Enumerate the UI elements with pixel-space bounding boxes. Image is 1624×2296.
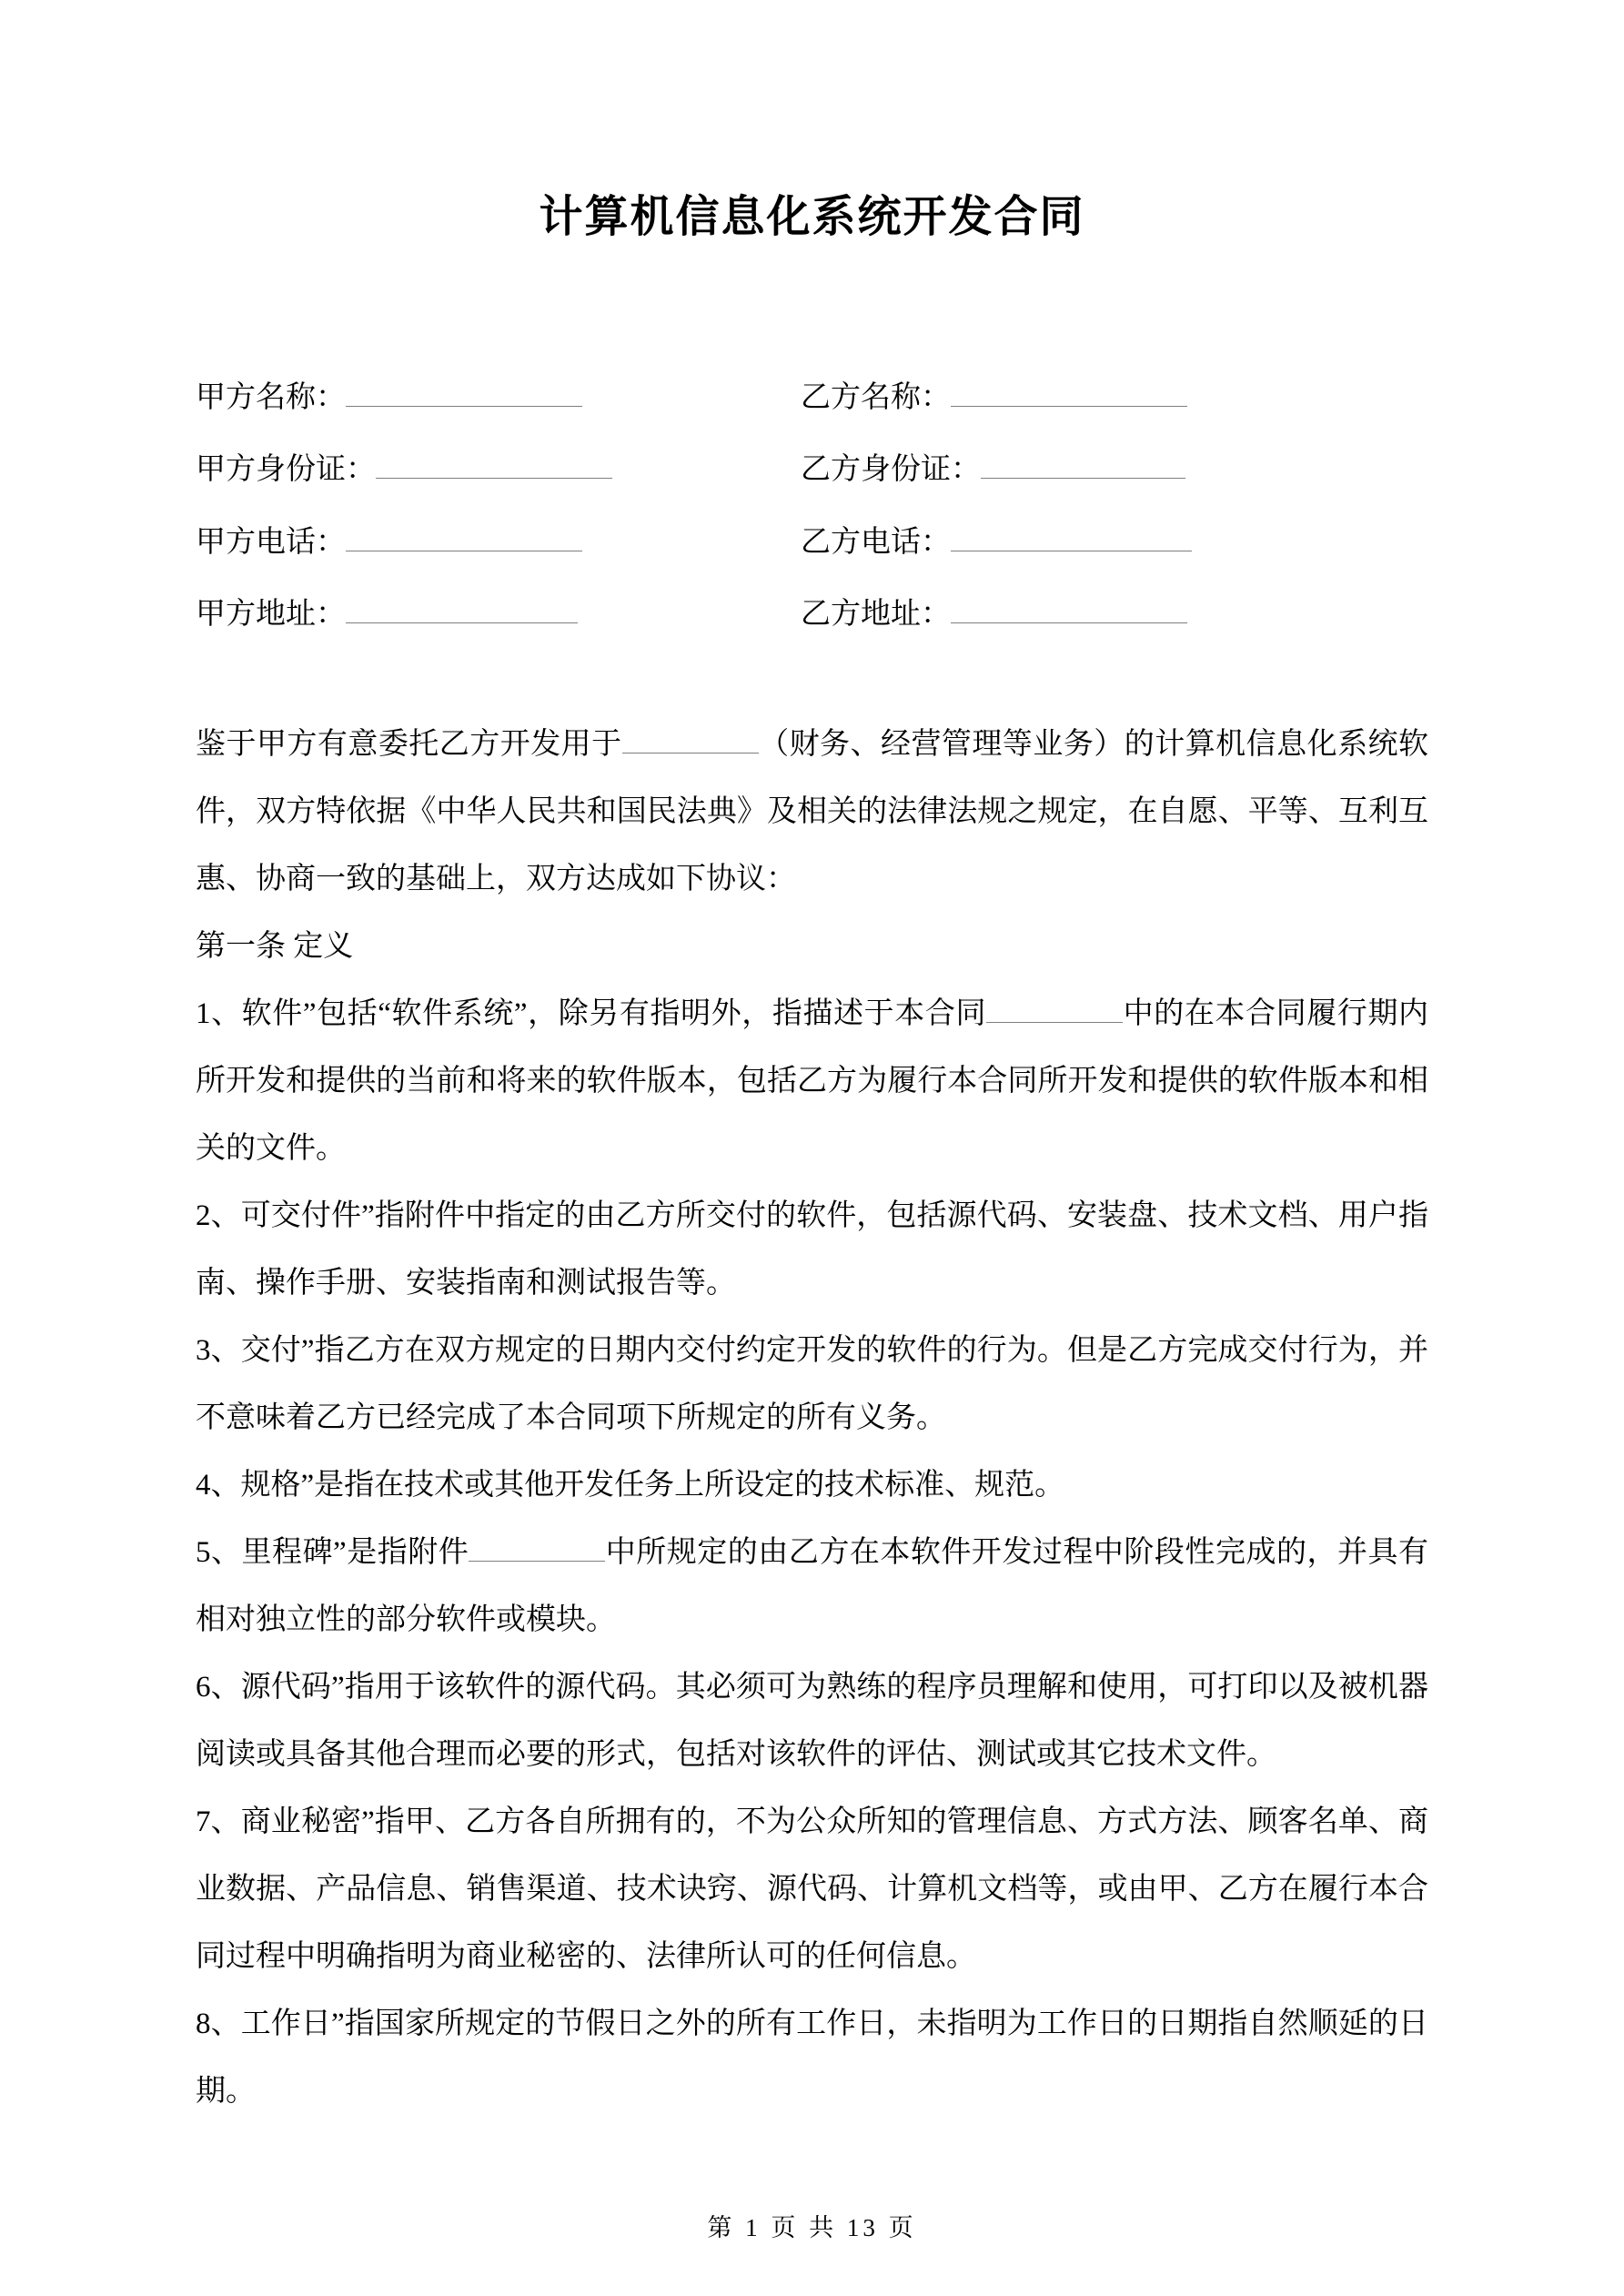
paragraph <box>196 1654 1428 1788</box>
paragraph-text: 中所规定的由乙方在本软件开发过程中阶段性完成的，并具有相对独立性的部分软件或模块。 <box>196 1535 1429 1636</box>
paragraph-text: 3、交付”指乙方在双方规定的日期内交付约定开发的软件的行为。但是乙方完成交付行为，并不意味着乙方已经完成了本合同项下所规定的所有义务。 <box>196 1333 1428 1434</box>
paragraph-text: 2、可交付件”指附件中指定的由乙方所交付的软件，包括源代码、安装盘、技术文档、用户指南、操作手册、安装指南和测试报告等。 <box>196 1199 1428 1300</box>
paragraph-text: 第一条 定义 <box>196 929 354 963</box>
paragraph-text: 7、商业秘密”指甲、乙方各自所拥有的，不为公众所知的管理信息、方式方法、顾客名单、商业数据、产品信息、销售渠道、技术诀窍、源代码、计算机文档等，或由甲、乙方在履行本合同过程中明确指明为商业秘密的、法律所认可的任何信息。 <box>196 1805 1428 1973</box>
inline-blank-underline[interactable] <box>622 748 759 754</box>
paragraph <box>196 1317 1428 1451</box>
party-field-right <box>801 452 1428 489</box>
field-blank-underline[interactable] <box>951 401 1187 407</box>
paragraph <box>196 1990 1428 2125</box>
paragraph-text: 8、工作日”指国家所规定的节假日之外的所有工作日，未指明为工作日的日期指自然顺延的日期。 <box>196 2007 1428 2108</box>
party-field-left <box>196 380 801 417</box>
paragraph-text: 1、软件”包括“软件系统”，除另有指明外，指描述于本合同 <box>196 996 987 1030</box>
field-label: 乙方电话： <box>801 525 951 559</box>
paragraph <box>196 913 1428 980</box>
paragraph <box>196 980 1428 1182</box>
field-label: 甲方电话： <box>196 525 346 559</box>
party-field-left <box>196 597 801 633</box>
contract-body <box>196 711 1428 2125</box>
field-blank-underline[interactable] <box>376 473 612 479</box>
paragraph-text: 4、规格”是指在技术或其他开发任务上所设定的技术标准、规范。 <box>196 1468 1065 1502</box>
party-field-row <box>196 380 1428 417</box>
paragraph <box>196 1451 1428 1519</box>
field-label: 乙方名称： <box>801 380 951 414</box>
paragraph <box>196 711 1428 913</box>
inline-blank-underline[interactable] <box>469 1556 605 1562</box>
party-field-left <box>196 452 801 489</box>
paragraph-text: 6、源代码”指用于该软件的源代码。其必须可为熟练的程序员理解和使用，可打印以及被机器阅读或具备其他合理而必要的形式，包括对该软件的评估、测试或其它技术文件。 <box>196 1670 1428 1771</box>
party-field-right <box>801 380 1428 417</box>
page-number-footer: 第 1 页 共 13 页 <box>707 2214 917 2241</box>
paragraph <box>196 1788 1428 1990</box>
field-blank-underline[interactable] <box>981 473 1185 479</box>
field-blank-underline[interactable] <box>346 546 582 551</box>
paragraph-text: 5、里程碑”是指附件 <box>196 1535 469 1569</box>
field-blank-underline[interactable] <box>346 401 582 407</box>
field-label: 甲方地址： <box>196 598 346 632</box>
field-blank-underline[interactable] <box>346 618 578 623</box>
party-fields <box>196 380 1428 633</box>
paragraph-text: （财务、经营管理等业务）的计算机信息化系统软件，双方特依据《中华人民共和国民法典》及相关的法律法规之规定，在自愿、平等、互利互惠、协商一致的基础上，双方达成如下协议： <box>196 727 1429 895</box>
paragraph-text: 鉴于甲方有意委托乙方开发用于 <box>196 727 622 761</box>
paragraph <box>196 1519 1428 1654</box>
party-field-row <box>196 597 1428 633</box>
party-field-row <box>196 525 1428 561</box>
document-title: 计算机信息化系统开发合同 <box>539 193 1085 241</box>
field-label: 甲方名称： <box>196 380 346 414</box>
field-label: 乙方地址： <box>801 598 951 632</box>
party-field-left <box>196 525 801 561</box>
field-label: 乙方身份证： <box>801 453 981 487</box>
party-field-row <box>196 452 1428 489</box>
paragraph-text: 中的在本合同履行期内所开发和提供的当前和将来的软件版本，包括乙方为履行本合同所开发和提供的软件版本和相关的文件。 <box>196 996 1428 1165</box>
party-field-right <box>801 525 1428 561</box>
inline-blank-underline[interactable] <box>986 1017 1123 1023</box>
field-blank-underline[interactable] <box>951 546 1192 551</box>
field-label: 甲方身份证： <box>196 453 376 487</box>
paragraph <box>196 1182 1428 1317</box>
field-blank-underline[interactable] <box>951 618 1187 623</box>
party-field-right <box>801 597 1428 633</box>
